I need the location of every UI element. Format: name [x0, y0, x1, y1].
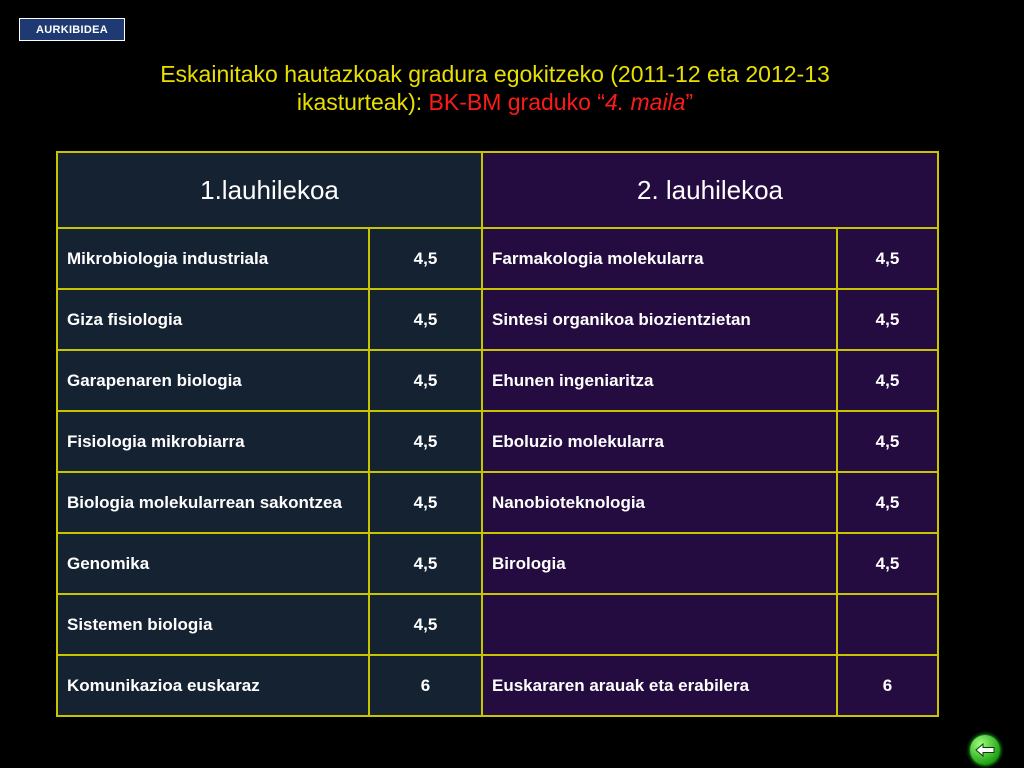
s1-credits: 4,5 — [369, 472, 482, 533]
table-header-row — [57, 152, 938, 228]
index-button[interactable]: AURKIBIDEA — [19, 18, 125, 41]
s1-credits: 4,5 — [369, 533, 482, 594]
back-button[interactable] — [970, 735, 1000, 765]
s2-credits: 4,5 — [837, 533, 938, 594]
s1-credits: 6 — [369, 655, 482, 716]
s1-course: Genomika — [57, 533, 369, 594]
s1-course: Biologia molekularrean sakontzea — [57, 472, 369, 533]
s2-credits: 6 — [837, 655, 938, 716]
s2-course: Sintesi organikoa biozientzietan — [482, 289, 837, 350]
table-row — [57, 228, 938, 289]
s1-course: Mikrobiologia industriala — [57, 228, 369, 289]
title-line2-prefix: ikasturteak): — [296, 89, 429, 115]
table-row — [57, 472, 938, 533]
table-row — [57, 533, 938, 594]
title-year: 4. maila — [604, 89, 686, 115]
s1-course: Sistemen biologia — [57, 594, 369, 655]
s2-course: Farmakologia molekularra — [482, 228, 837, 289]
s2-course: Euskararen arauak eta erabilera — [482, 655, 837, 716]
s1-credits: 4,5 — [369, 594, 482, 655]
s1-credits: 4,5 — [369, 289, 482, 350]
table-row — [57, 411, 938, 472]
table-row — [57, 594, 938, 655]
s1-credits: 4,5 — [369, 350, 482, 411]
s2-course: Birologia — [482, 533, 837, 594]
s1-course: Giza fisiologia — [57, 289, 369, 350]
s2-course-empty — [482, 594, 837, 655]
semester1-header: 1.lauhilekoa — [57, 152, 482, 228]
title-program: BK-BM graduko “ — [428, 89, 605, 115]
s1-credits: 4,5 — [369, 411, 482, 472]
courses-table — [56, 151, 939, 717]
s1-course: Garapenaren biologia — [57, 350, 369, 411]
table-row — [57, 350, 938, 411]
semester2-header: 2. lauhilekoa — [482, 152, 938, 228]
s2-credits: 4,5 — [837, 228, 938, 289]
back-arrow-icon — [975, 743, 995, 757]
s1-credits: 4,5 — [369, 228, 482, 289]
s2-course: Eboluzio molekularra — [482, 411, 837, 472]
s2-course: Ehunen ingeniaritza — [482, 350, 837, 411]
s2-credits: 4,5 — [837, 350, 938, 411]
title-line2-red — [429, 89, 694, 115]
s2-credits: 4,5 — [837, 289, 938, 350]
s1-course: Komunikazioa euskaraz — [57, 655, 369, 716]
s2-credits: 4,5 — [837, 472, 938, 533]
table-row — [57, 289, 938, 350]
s1-course: Fisiologia mikrobiarra — [57, 411, 369, 472]
s2-credits-empty — [837, 594, 938, 655]
table-row — [57, 655, 938, 716]
page-title — [60, 60, 930, 116]
title-close-quote: ” — [685, 89, 694, 115]
title-line1: Eskainitako hautazkoak gradura egokitzeko (2011-12 eta 2012-13 — [160, 61, 830, 87]
s2-credits: 4,5 — [837, 411, 938, 472]
s2-course: Nanobioteknologia — [482, 472, 837, 533]
